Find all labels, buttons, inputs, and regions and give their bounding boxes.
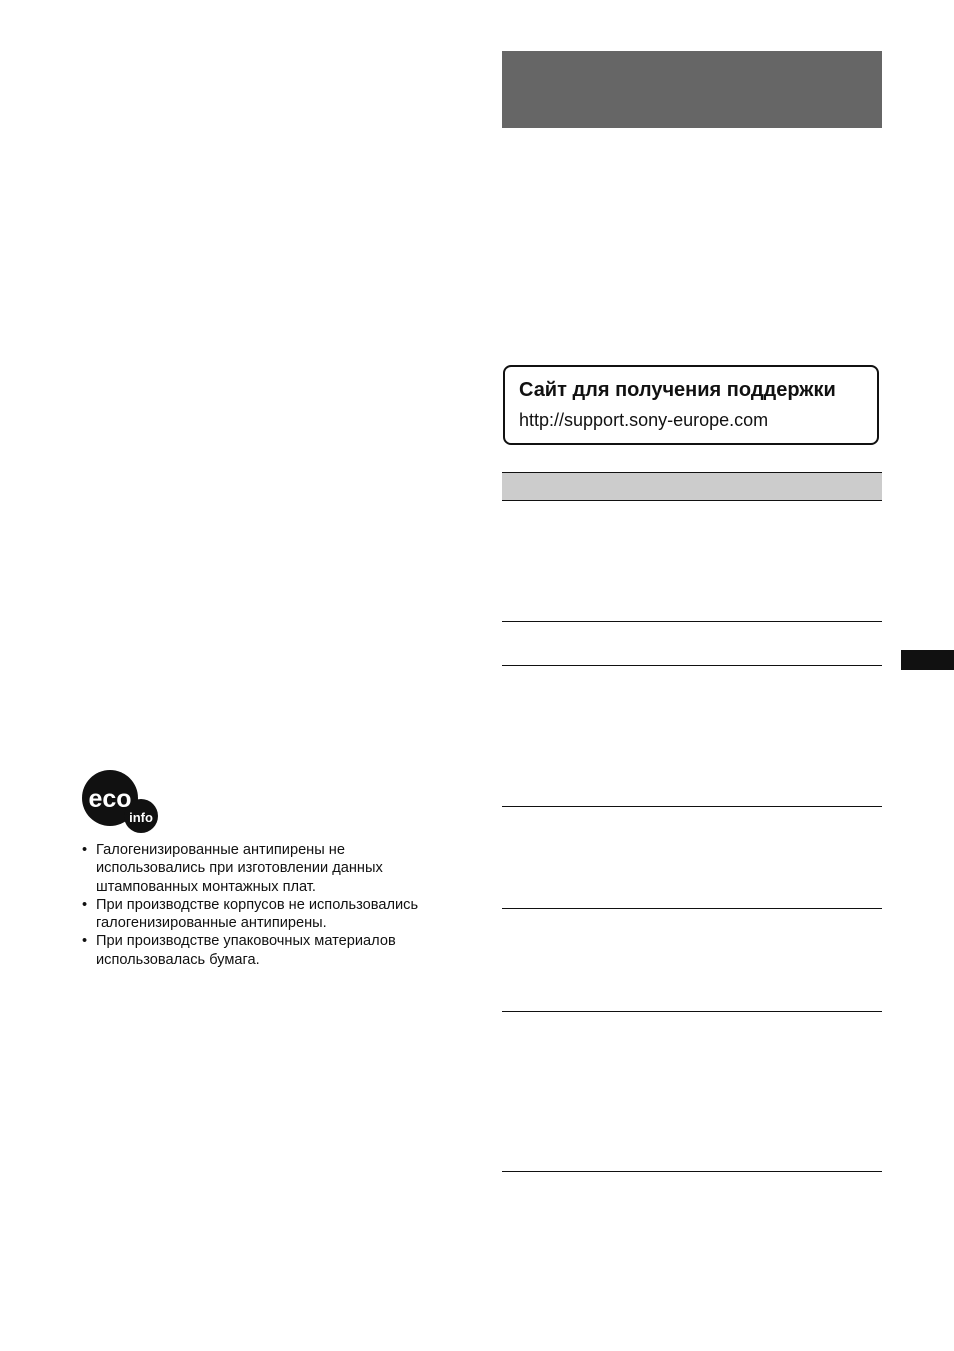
eco-info-list xyxy=(82,841,462,969)
support-site-box xyxy=(503,365,879,445)
support-site-title: Сайт для получения поддержки xyxy=(519,379,836,401)
eco-logo-main-text: eco xyxy=(88,785,132,813)
table-row-divider xyxy=(502,1171,882,1172)
language-side-tab xyxy=(901,650,954,670)
table-row-divider xyxy=(502,806,882,807)
eco-logo-sub-text: info xyxy=(129,810,153,825)
table-header-row xyxy=(502,472,882,501)
table-row-divider xyxy=(502,665,882,666)
table-row-divider xyxy=(502,908,882,909)
eco-info-item: • При производстве упаковочных материалов использовалась бумага. xyxy=(82,932,462,969)
table-row-divider xyxy=(502,1011,882,1012)
section-header-band xyxy=(502,51,882,128)
table-row-divider xyxy=(502,621,882,622)
eco-info-item: • Галогенизированные антипирены не использовались при изготовлении данных штампованных монтажных плат. xyxy=(82,841,462,896)
eco-info-logo-icon xyxy=(80,768,162,834)
support-site-url[interactable]: http://support.sony-europe.com xyxy=(519,410,769,430)
eco-info-item: • При производстве корпусов не использовались галогенизированные антипирены. xyxy=(82,896,462,933)
